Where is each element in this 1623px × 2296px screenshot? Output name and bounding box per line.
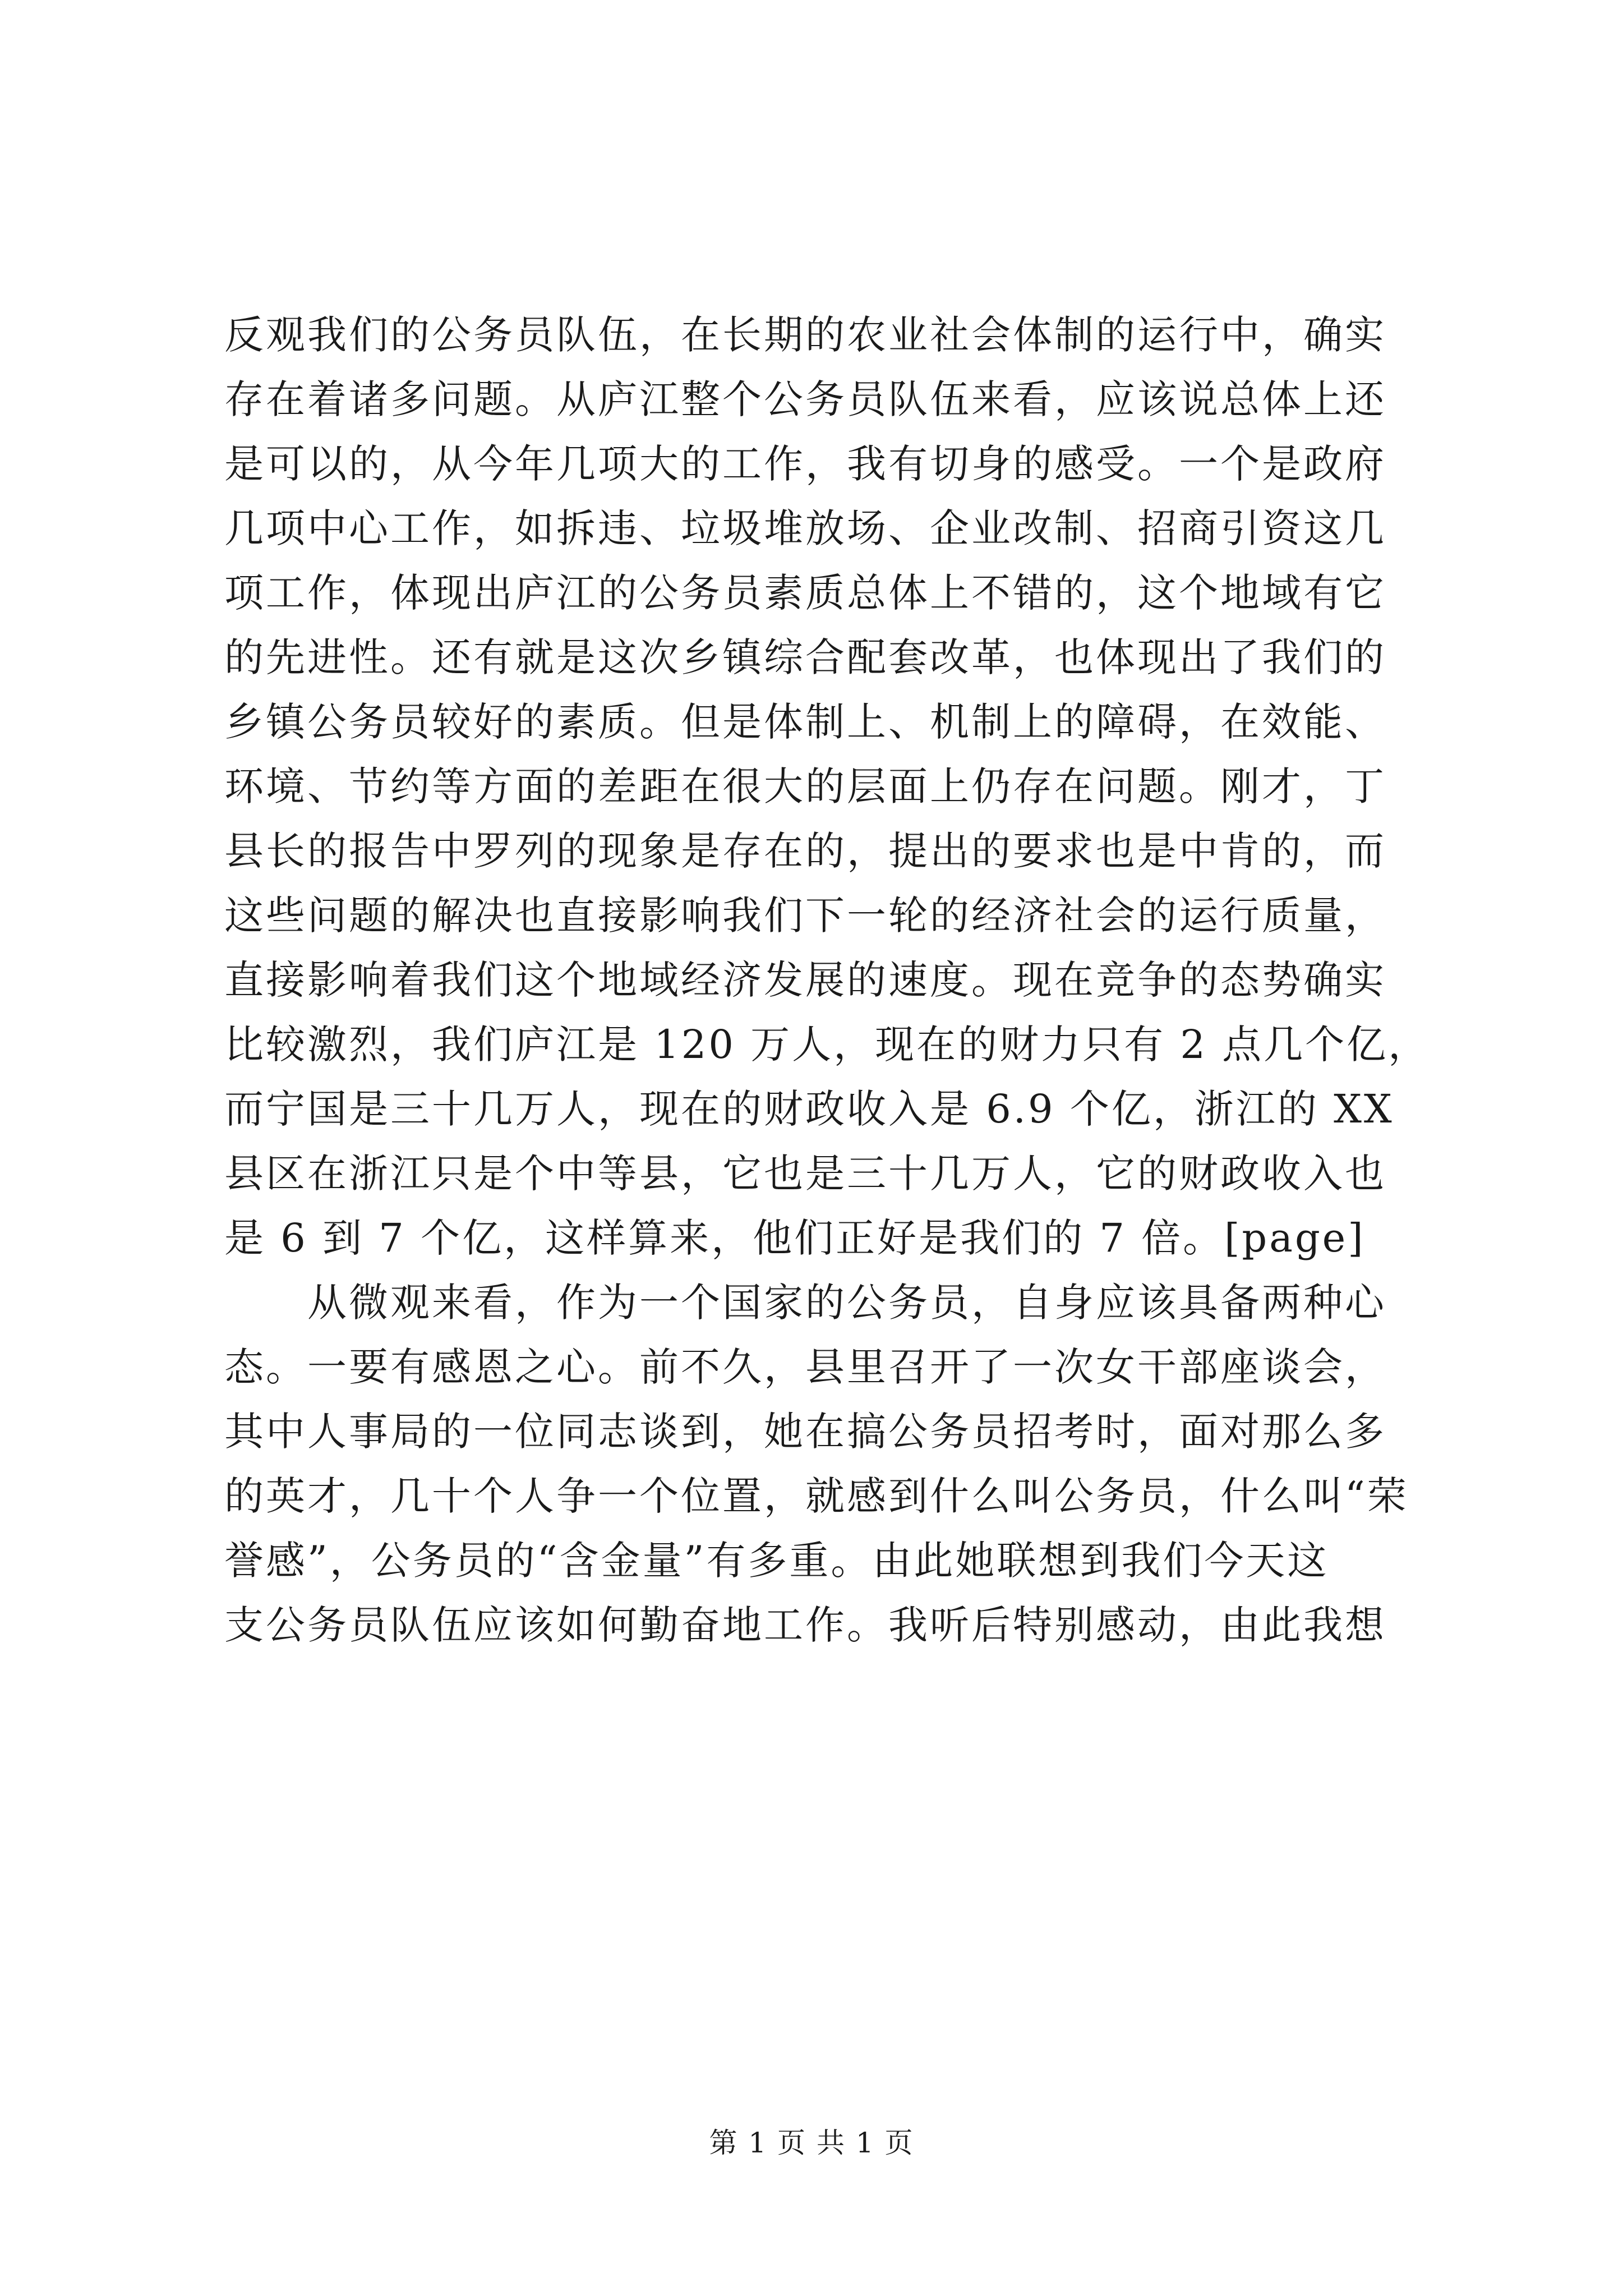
text-line: 反观我们的公务员队伍，在长期的农业社会体制的运行中，确实 [224, 312, 1386, 358]
text-line: 乡镇公务员较好的素质。但是体制上、机制上的障碍，在效能、 [224, 699, 1386, 745]
text-line: 是可以的，从今年几项大的工作，我有切身的感受。一个是政府 [224, 441, 1386, 487]
text-line: 而宁国是三十几万人，现在的财政收入是 6.9 个亿，浙江的 XX [224, 1086, 1394, 1132]
text-line: 从微观来看，作为一个国家的公务员，自身应该具备两种心 [307, 1280, 1386, 1326]
text-line: 县区在浙江只是个中等县，它也是三十几万人，它的财政收入也 [224, 1151, 1386, 1197]
text-line: 其中人事局的一位同志谈到，她在搞公务员招考时，面对那么多 [224, 1409, 1386, 1455]
text-line: 环境、节约等方面的差距在很大的层面上仍存在问题。刚才，丁 [224, 763, 1386, 809]
text-line: 存在着诸多问题。从庐江整个公务员队伍来看，应该说总体上还 [224, 376, 1386, 422]
text-line: 的英才，几十个人争一个位置，就感到什么叫公务员，什么叫“荣 [224, 1473, 1409, 1519]
text-line: 支公务员队伍应该如何勤奋地工作。我听后特别感动，由此我想 [224, 1602, 1386, 1648]
text-line: 几项中心工作，如拆违、垃圾堆放场、企业改制、招商引资这几 [224, 505, 1386, 551]
text-line: 是 6 到 7 个亿，这样算来，他们正好是我们的 7 倍。[page] [224, 1215, 1366, 1261]
page-footer [0, 2120, 1623, 2161]
text-line: 直接影响着我们这个地域经济发展的速度。现在竞争的态势确实 [224, 957, 1386, 1003]
document-body [224, 303, 1430, 1658]
text-line: 的先进性。还有就是这次乡镇综合配套改革，也体现出了我们的 [224, 634, 1386, 680]
text-line: 县长的报告中罗列的现象是存在的，提出的要求也是中肯的，而 [224, 828, 1386, 874]
text-line: 项工作，体现出庐江的公务员素质总体上不错的，这个地域有它 [224, 570, 1386, 616]
text-line: 比较激烈，我们庐江是 120 万人，现在的财力只有 2 点几个亿， [224, 1022, 1430, 1068]
text-line: 誉感”，公务员的“含金量”有多重。由此她联想到我们今天这 [224, 1538, 1329, 1584]
paragraph-1 [224, 303, 1430, 1271]
text-line: 态。一要有感恩之心。前不久，县里召开了一次女干部座谈会， [224, 1344, 1386, 1390]
page-number-label: 第 1 页 共 1 页 [709, 2127, 914, 2159]
text-line: 这些问题的解决也直接影响我们下一轮的经济社会的运行质量， [224, 892, 1386, 938]
paragraph-2 [224, 1271, 1424, 1658]
